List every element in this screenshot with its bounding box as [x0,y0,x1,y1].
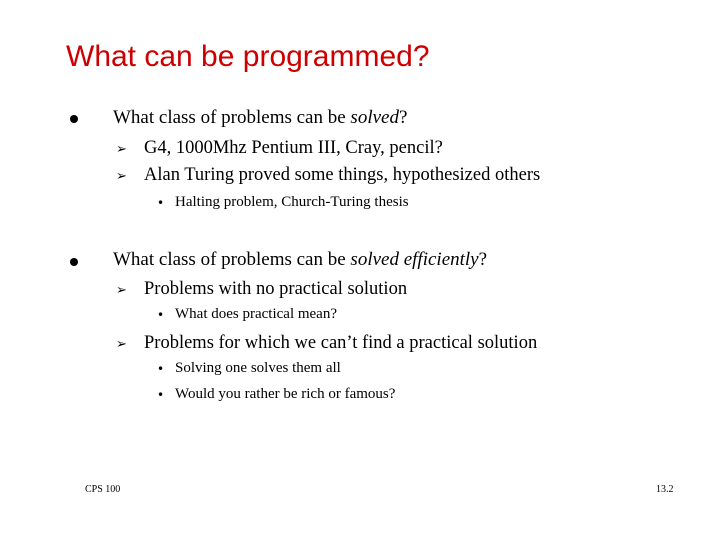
dot-bullet-icon: • [157,196,165,210]
sub-item-2-1: Problems with no practical solution [144,279,408,299]
item-1-emphasis: solved [350,107,399,128]
arrow-bullet-icon: ➢ [116,169,127,184]
slide-title: What can be programmed? [66,40,430,73]
item-2-emphasis: solved efficiently [350,249,479,270]
arrow-bullet-icon: ➢ [116,142,127,157]
sub-sub-item-2-2-1: Solving one solves them all [175,360,341,376]
bullet-item-2 [113,249,487,271]
sub-item-1-1: G4, 1000Mhz Pentium III, Cray, pencil? [144,138,443,158]
item-1-text-end: ? [398,107,408,128]
item-2-text-end: ? [478,249,488,270]
sub-sub-item-2-1-1: What does practical mean? [175,306,337,322]
footer-slide-number: 13.2 [656,484,674,495]
bullet-item-1 [113,107,407,129]
dot-bullet-icon: • [157,308,165,322]
sub-item-1-2: Alan Turing proved some things, hypothesized others [144,165,541,185]
bullet-icon [70,258,78,266]
footer-course: CPS 100 [85,484,121,495]
item-1-text: What class of problems can be [113,107,351,128]
dot-bullet-icon: • [157,362,165,376]
sub-sub-item-2-2-2: Would you rather be rich or famous? [175,386,396,402]
sub-sub-item-1-2-1: Halting problem, Church-Turing thesis [175,194,409,210]
bullet-icon [70,115,78,123]
item-2-text: What class of problems can be [113,249,351,270]
dot-bullet-icon: • [157,388,165,402]
arrow-bullet-icon: ➢ [116,283,127,298]
arrow-bullet-icon: ➢ [116,337,127,352]
sub-item-2-2: Problems for which we can’t find a practical solution [144,333,538,353]
